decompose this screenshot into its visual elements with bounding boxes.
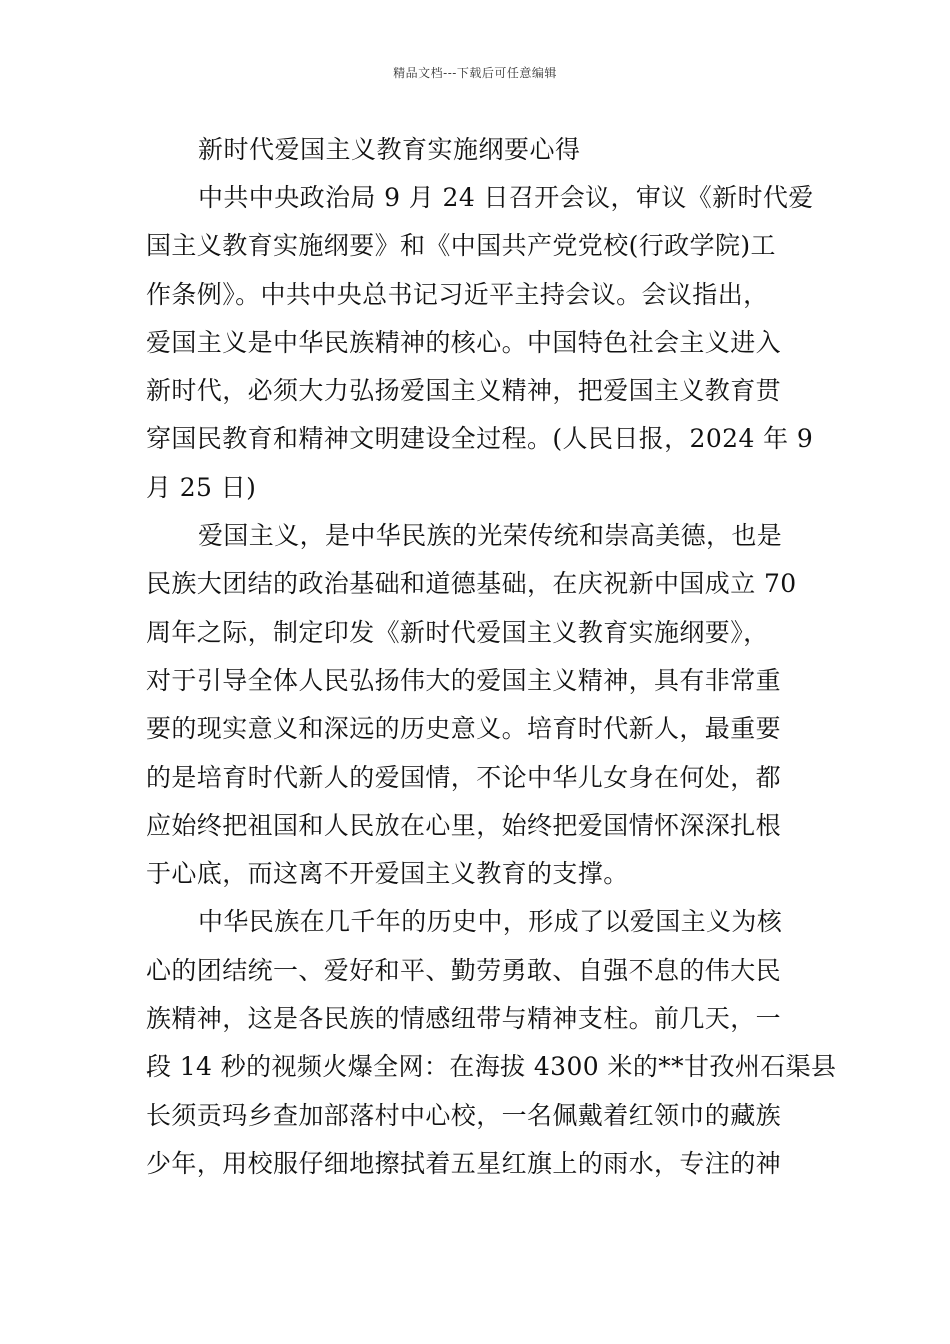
paragraph-line: 穿国民教育和精神文明建设全过程。(人民日报，2024 年 9 [146, 424, 814, 454]
paragraph-line: 族精神，这是各民族的情感纽带与精神支柱。前几天，一 [146, 1004, 782, 1034]
paragraph-line: 少年，用校服仔细地擦拭着五星红旗上的雨水，专注的神 [146, 1148, 782, 1178]
paragraph-line: 要的现实意义和深远的历史意义。培育时代新人，最重要 [146, 714, 782, 744]
document-body [146, 126, 837, 1188]
paragraph-3 [146, 898, 837, 1188]
paragraph-line: 爱国主义是中华民族精神的核心。中国特色社会主义进入 [146, 327, 782, 357]
paragraph-line: 中共中央政治局 9 月 24 日召开会议，审议《新时代爱 [198, 183, 814, 212]
paragraph-line: 对于引导全体人民弘扬伟大的爱国主义精神，具有非常重 [146, 665, 782, 695]
paragraph-line: 段 14 秒的视频火爆全网：在海拔 4300 米的**甘孜州石渠县 [146, 1052, 837, 1082]
paragraph-line: 于心底，而这离不开爱国主义教育的支撑。 [146, 859, 629, 889]
paragraph-line: 爱国主义，是中华民族的光荣传统和崇高美德，也是 [198, 521, 783, 551]
paragraph-1 [146, 174, 814, 512]
page-header: 精品文档---下载后可任意编辑 [393, 66, 557, 80]
paragraph-line: 周年之际，制定印发《新时代爱国主义教育实施纲要》， [146, 617, 769, 647]
paragraph-line: 中华民族在几千年的历史中，形成了以爱国主义为核 [198, 907, 783, 937]
paragraph-2 [146, 512, 808, 898]
paragraph-line: 新时代，必须大力弘扬爱国主义精神，把爱国主义教育贯 [146, 376, 782, 406]
paragraph-line: 心的团结统一、爱好和平、勤劳勇敢、自强不息的伟大民 [146, 955, 782, 985]
paragraph-line: 应始终把祖国和人民放在心里，始终把爱国情怀深深扎根 [146, 810, 782, 840]
paragraph-line: 的是培育时代新人的爱国情，不论中华儿女身在何处，都 [146, 762, 782, 792]
paragraph-line: 国主义教育实施纲要》和《中国共产党党校(行政学院)工 [146, 231, 776, 261]
document-title: 新时代爱国主义教育实施纲要心得 [198, 135, 581, 164]
paragraph-line: 民族大团结的政治基础和道德基础，在庆祝新中国成立 70 [146, 569, 797, 599]
paragraph-line: 作条例》。中共中央总书记习近平主持会议。会议指出， [146, 279, 769, 309]
paragraph-line: 长须贡玛乡查加部落村中心校，一名佩戴着红领巾的藏族 [146, 1100, 782, 1130]
paragraph-line: 月 25 日) [146, 472, 257, 502]
